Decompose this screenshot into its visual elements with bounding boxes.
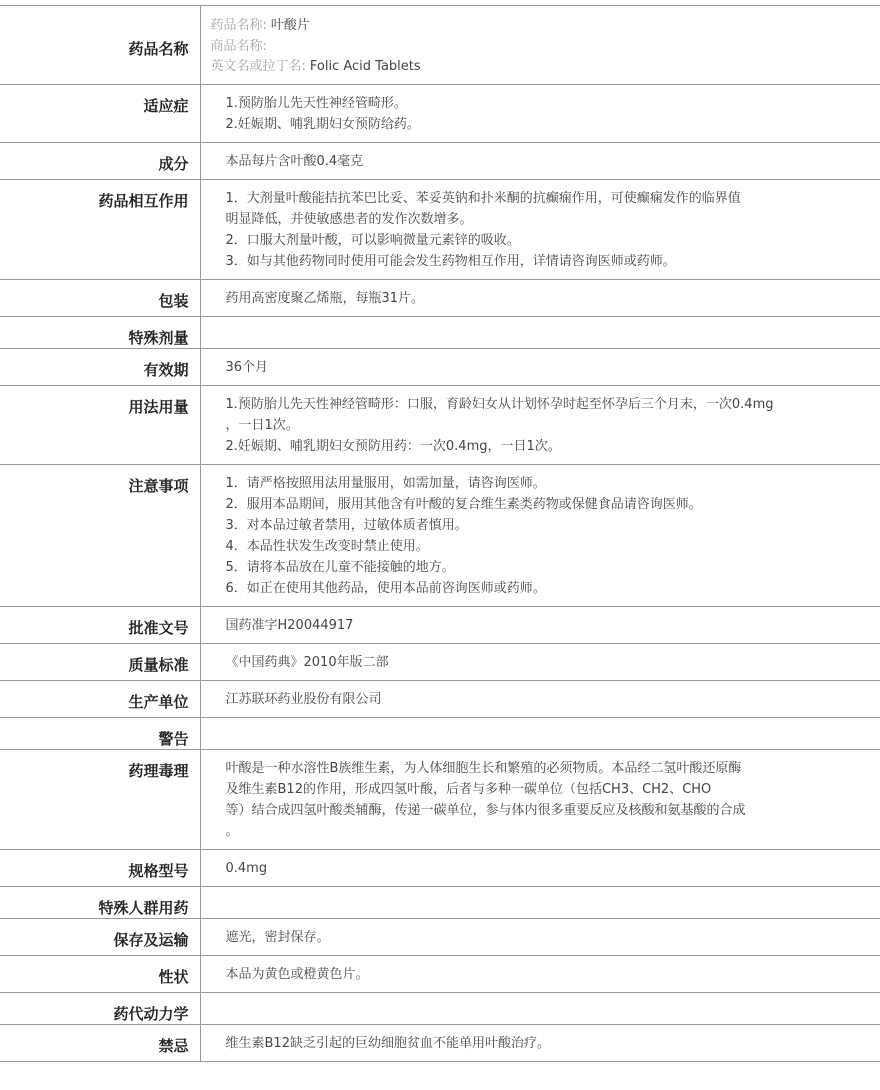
drug-spec-table <box>0 5 880 1062</box>
spec-row <box>0 680 880 717</box>
english-name-label: 英文名或拉丁名: <box>210 59 306 74</box>
content-line: 江苏联环药业股份有限公司 <box>225 691 382 707</box>
spec-row <box>0 1024 880 1061</box>
generic-name-line <box>211 16 871 37</box>
spec-row <box>0 717 880 749</box>
row-content <box>200 643 880 680</box>
row-content <box>200 142 880 179</box>
row-label: 注意事项 <box>0 464 200 606</box>
trade-name-line <box>211 37 871 58</box>
row-content <box>200 6 880 85</box>
content-line: 4．本品性状发生改变时禁止使用。 <box>225 538 429 554</box>
row-content <box>200 279 880 316</box>
row-content <box>200 992 880 1024</box>
content-line: 药用高密度聚乙烯瓶，每瓶31片。 <box>225 290 425 306</box>
content-line: 等）结合成四氢叶酸类辅酶，传递一碳单位，参与体内很多重要反应及核酸和氨基酸的合成 <box>225 802 746 818</box>
content-line: 36个月 <box>225 359 269 375</box>
generic-name-label: 药品名称: <box>210 18 267 33</box>
row-label: 药品名称 <box>0 6 200 85</box>
row-content <box>200 749 880 849</box>
content-line: 1.预防胎儿先天性神经管畸形：口服，育龄妇女从计划怀孕时起至怀孕后三个月末，一次0.4mg <box>225 396 774 412</box>
spec-row <box>0 142 880 179</box>
row-content <box>200 179 880 279</box>
content-line: 3．对本品过敏者禁用，过敏体质者慎用。 <box>225 517 468 533</box>
content-line: 1．大剂量叶酸能拮抗苯巴比妥、苯妥英钠和扑米酮的抗癫痫作用，可使癫痫发作的临界值 <box>225 190 741 206</box>
spec-row <box>0 316 880 348</box>
row-label: 保存及运输 <box>0 918 200 955</box>
row-label: 药品相互作用 <box>0 179 200 279</box>
row-content <box>200 464 880 606</box>
english-name-value: Folic Acid Tablets <box>309 59 421 74</box>
row-label: 性状 <box>0 955 200 992</box>
content-line: 叶酸是一种水溶性B族维生素，为人体细胞生长和繁殖的必须物质。本品经二氢叶酸还原酶 <box>225 760 742 776</box>
spec-row <box>0 279 880 316</box>
spec-row <box>0 385 880 464</box>
row-content <box>200 680 880 717</box>
content-line: 及维生素B12的作用，形成四氢叶酸，后者与多种一碳单位（包括CH3、CH2、CHO <box>225 781 712 797</box>
trade-name-label: 商品名称: <box>210 38 267 54</box>
row-content <box>200 606 880 643</box>
row-content <box>200 955 880 992</box>
row-content <box>200 886 880 918</box>
row-label: 警告 <box>0 717 200 749</box>
row-content <box>200 84 880 142</box>
row-label: 批准文号 <box>0 606 200 643</box>
row-drug-name <box>0 6 880 85</box>
content-line: 维生素B12缺乏引起的巨幼细胞贫血不能单用叶酸治疗。 <box>225 1035 550 1051</box>
row-label: 成分 <box>0 142 200 179</box>
content-line: 明显降低，并使敏感患者的发作次数增多。 <box>225 211 473 227</box>
content-line: 本品为黄色或橙黄色片。 <box>225 966 369 982</box>
content-line: 本品每片含叶酸0.4毫克 <box>225 153 364 169</box>
content-line: 《中国药典》2010年版二部 <box>225 654 389 670</box>
row-label: 包装 <box>0 279 200 316</box>
row-label: 生产单位 <box>0 680 200 717</box>
content-line: 国药准字H20044917 <box>225 617 354 633</box>
row-content <box>200 849 880 886</box>
row-content <box>200 1024 880 1061</box>
spec-row <box>0 749 880 849</box>
spec-row <box>0 955 880 992</box>
row-label: 规格型号 <box>0 849 200 886</box>
spec-row <box>0 992 880 1024</box>
content-line: 0.4mg <box>225 860 268 876</box>
row-label: 禁忌 <box>0 1024 200 1061</box>
generic-name-value: 叶酸片 <box>270 18 310 33</box>
spec-row <box>0 348 880 385</box>
spec-row <box>0 886 880 918</box>
spec-row <box>0 918 880 955</box>
drug-spec-sheet <box>0 5 880 1062</box>
drug-spec-body <box>0 6 880 1062</box>
row-content <box>200 385 880 464</box>
spec-row <box>0 849 880 886</box>
content-line: 2．服用本品期间，服用其他含有叶酸的复合维生素类药物或保健食品请咨询医师。 <box>225 496 702 512</box>
row-label: 药代动力学 <box>0 992 200 1024</box>
content-line: 1.预防胎儿先天性神经管畸形。 <box>225 95 407 111</box>
english-name-line <box>211 57 871 78</box>
content-line: 2.妊娠期、哺乳期妇女预防用药：一次0.4mg，一日1次。 <box>225 438 561 454</box>
content-line: 1．请严格按照用法用量服用，如需加量，请咨询医师。 <box>225 475 546 491</box>
spec-row <box>0 643 880 680</box>
row-content <box>200 717 880 749</box>
row-label: 用法用量 <box>0 385 200 464</box>
row-label: 适应症 <box>0 84 200 142</box>
spec-row <box>0 606 880 643</box>
content-line: 。 <box>225 823 239 839</box>
content-line: 遮光，密封保存。 <box>225 929 330 945</box>
content-line: 5．请将本品放在儿童不能接触的地方。 <box>225 559 455 575</box>
row-label: 特殊人群用药 <box>0 886 200 918</box>
content-line: 3．如与其他药物同时使用可能会发生药物相互作用，详情请咨询医师或药师。 <box>225 253 676 269</box>
content-line: ，一日1次。 <box>225 417 299 433</box>
row-label: 药理毒理 <box>0 749 200 849</box>
spec-row <box>0 464 880 606</box>
spec-row <box>0 179 880 279</box>
row-label: 特殊剂量 <box>0 316 200 348</box>
spec-row <box>0 84 880 142</box>
row-label: 有效期 <box>0 348 200 385</box>
row-content <box>200 918 880 955</box>
row-content <box>200 348 880 385</box>
content-line: 2.妊娠期、哺乳期妇女预防给药。 <box>225 116 420 132</box>
row-label: 质量标准 <box>0 643 200 680</box>
content-line: 6．如正在使用其他药品，使用本品前咨询医师或药师。 <box>225 580 546 596</box>
row-content <box>200 316 880 348</box>
content-line: 2．口服大剂量叶酸，可以影响微量元素锌的吸收。 <box>225 232 520 248</box>
